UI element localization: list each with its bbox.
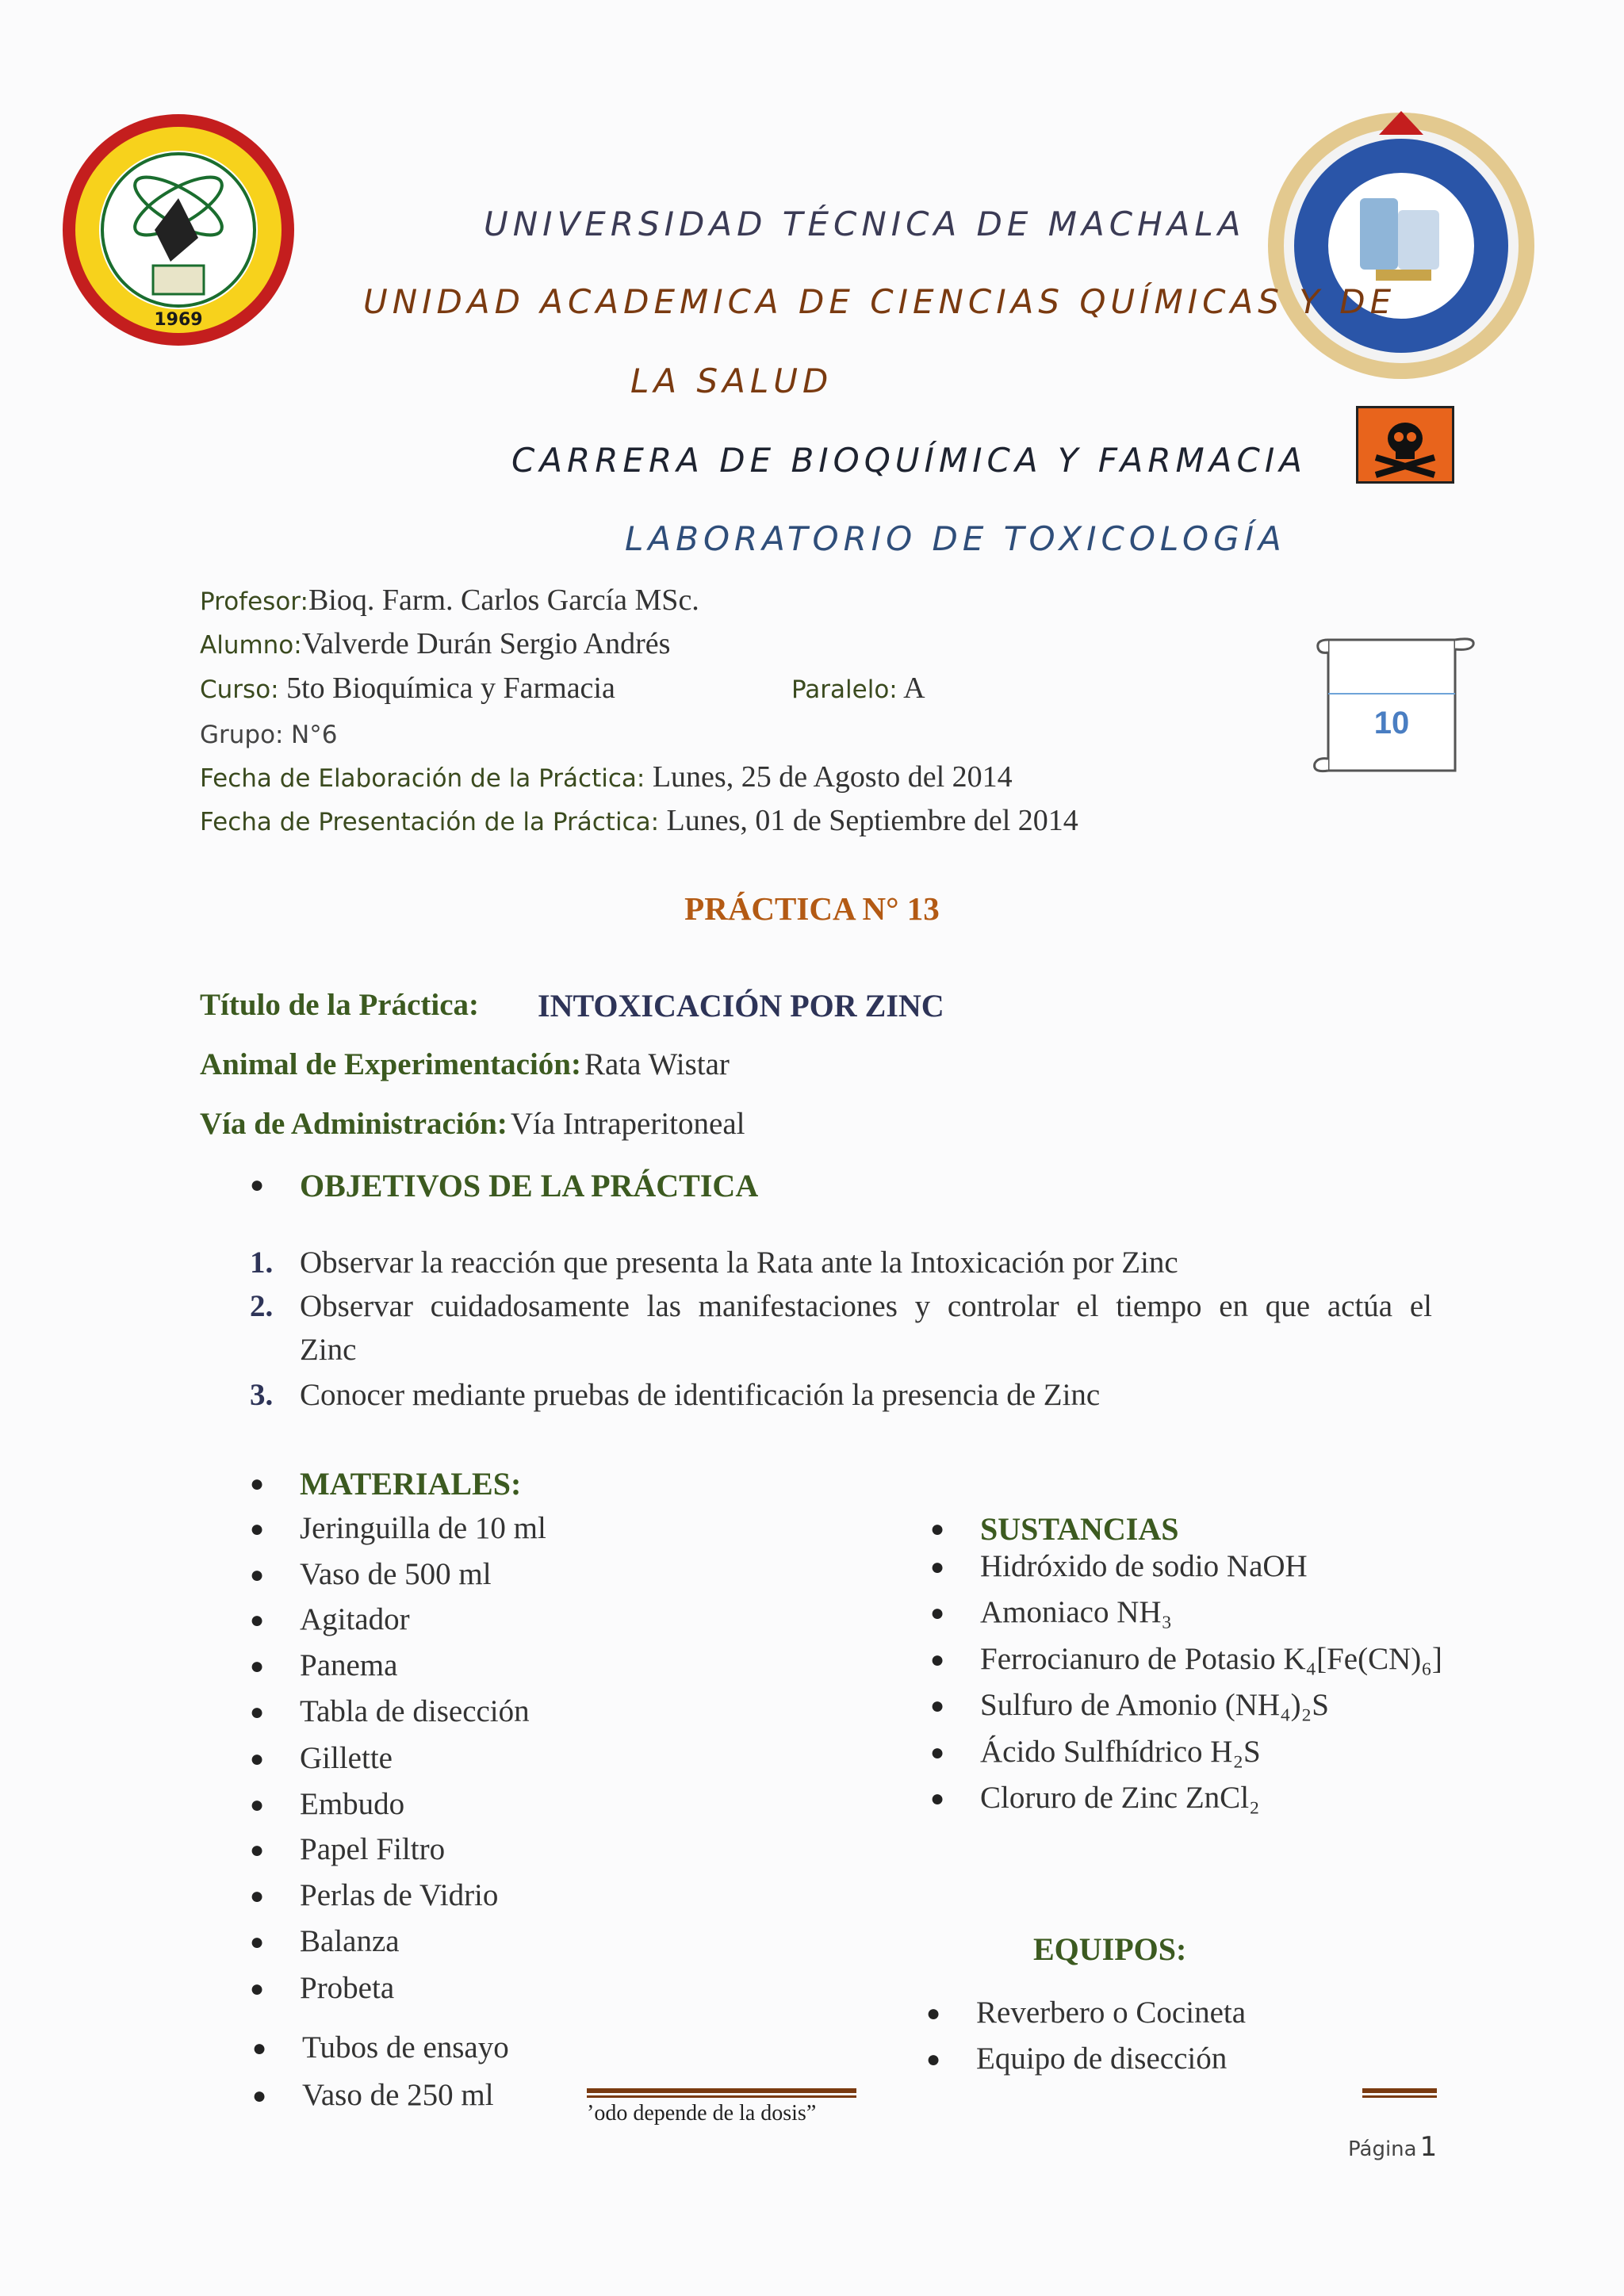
bullet-icon: ● [930,1785,945,1812]
bullet-icon: ● [250,1562,265,1588]
paralelo-value: A [903,672,925,705]
bullet-icon: ● [930,1739,945,1766]
sustancia-name: Ácido Sulfhídrico [980,1735,1203,1769]
grade-value: 10 [1373,706,1410,740]
fecha-presentacion-value: Lunes, 01 de Septiembre del 2014 [666,804,1078,837]
bullet-icon: ● [930,1600,945,1626]
equipo-item: Reverbero o Cocineta [976,1996,1247,2030]
equipo-item: Equipo de disección [976,2042,1228,2076]
svg-text:1969: 1969 [154,310,203,330]
academic-unit-line1: UNIDAD ACADEMICA DE CIENCIAS QUÍMICAS Y DE [363,282,1396,321]
bullet-icon: ● [930,1516,945,1542]
material-item: Vaso de 250 ml [302,2078,494,2112]
bullet-icon: ● [250,1976,265,2002]
page-label: Página [1348,2137,1417,2161]
academic-unit-line2: LA SALUD [630,362,833,400]
fecha-presentacion-label: Fecha de Presentación de la Práctica: [200,808,660,836]
sustancia-item [980,1641,1442,1677]
practice-heading: PRÁCTICA N° 13 [684,890,940,927]
sustancia-formula: K₄[Fe(CN)₆] [1283,1642,1442,1676]
material-item: Agitador [300,1602,410,1636]
sustancia-formula: ZnCl₂ [1185,1781,1260,1815]
sustancia-formula: NaOH [1226,1549,1308,1583]
curso-value: 5to Bioquímica y Farmacia [286,672,615,705]
profesor-label: Profesor: [200,587,308,616]
sustancia-item [980,1594,1172,1630]
via-label: Vía de Administración: [200,1107,508,1141]
objetivo-number: 1. [250,1246,274,1280]
sustancia-name: Sulfuro de Amonio [980,1688,1217,1722]
sustancia-name: Amoniaco [980,1595,1109,1629]
page-number-row [1348,2131,1437,2163]
bullet-icon: ● [250,1516,265,1542]
bullet-icon: ● [930,1647,945,1673]
bullet-icon: ● [252,2035,267,2061]
material-item: Vaso de 500 ml [300,1557,492,1591]
footer-quote: ’odo depende de la dosis” [587,2101,817,2126]
grupo-value: N°6 [291,721,338,749]
fecha-elaboracion-label: Fecha de Elaboración de la Práctica: [200,764,645,793]
career-name: CARRERA DE BIOQUÍMICA Y FARMACIA [511,441,1307,480]
bullet-icon: ● [250,1172,265,1198]
fecha-elaboracion-value: Lunes, 25 de Agosto del 2014 [652,760,1013,794]
sustancia-formula: (NH₄)₂S [1224,1688,1329,1722]
sustancias-heading: SUSTANCIAS [980,1511,1179,1547]
bullet-icon: ● [930,1554,945,1580]
bullet-icon: ● [250,1471,265,1497]
profesor-row [200,583,699,618]
objetivo-text: Observar la reacción que presenta la Rata ante la Intoxicación por Zinc [300,1246,1178,1280]
sustancia-item [980,1780,1260,1816]
material-item: Embudo [300,1787,405,1821]
profesor-value: Bioq. Farm. Carlos García MSc. [308,584,699,617]
material-item: Perlas de Vidrio [300,1878,499,1912]
via-row [200,1106,745,1142]
objetivo-number: 3. [250,1378,274,1412]
titulo-value: INTOXICACIÓN POR ZINC [538,988,944,1024]
material-item: Gillette [300,1741,393,1775]
faculty-logo [1265,107,1538,381]
page-number: 1 [1419,2131,1438,2163]
bullet-icon: ● [250,1929,265,1955]
fecha-elaboracion-row [200,760,1013,794]
material-item: Panema [300,1648,398,1682]
material-item: Balanza [300,1924,400,1958]
university-logo [59,111,297,349]
footer-rule-left [587,2088,856,2093]
bullet-icon: ● [926,2046,941,2072]
animal-label: Animal de Experimentación: [200,1047,581,1081]
material-item: Papel Filtro [300,1832,446,1866]
material-item: Probeta [300,1971,395,2005]
material-item: Jeringuilla de 10 ml [300,1511,546,1545]
via-value: Vía Intraperitoneal [510,1107,745,1141]
grupo-row [200,716,337,751]
alumno-label: Alumno: [200,631,302,660]
bullet-icon: ● [250,1883,265,1909]
university-name: UNIVERSIDAD TÉCNICA DE MACHALA [484,205,1246,243]
footer-rule-right-thin [1362,2095,1437,2098]
bullet-icon: ● [250,1653,265,1679]
paralelo-row [791,671,925,706]
paralelo-label: Paralelo: [791,675,898,704]
grade-scroll [1308,630,1483,781]
materiales-heading: MATERIALES: [300,1466,522,1502]
sustancia-item [980,1734,1261,1770]
alumno-value: Valverde Durán Sergio Andrés [301,627,671,660]
objetivo-number: 2. [250,1289,274,1323]
grupo-label: Grupo: [200,721,284,749]
curso-label: Curso: [200,675,279,704]
sustancia-item [980,1687,1329,1723]
skull-toxic-icon [1356,406,1454,484]
sustancia-item [980,1548,1308,1584]
bullet-icon: ● [926,2000,941,2026]
sustancia-name: Cloruro de Zinc [980,1781,1178,1815]
footer-rule-left-thin [587,2095,856,2098]
bullet-icon: ● [252,2083,267,2109]
sustancia-name: Ferrocianuro de Potasio [980,1642,1276,1676]
curso-row [200,671,615,706]
footer-rule-right [1362,2088,1437,2093]
sustancia-formula: NH₃ [1116,1595,1173,1629]
material-item: Tubos de ensayo [302,2030,509,2064]
animal-value: Rata Wistar [584,1047,730,1081]
sustancia-formula: H₂S [1210,1735,1261,1769]
objetivos-heading: OBJETIVOS DE LA PRÁCTICA [300,1168,759,1203]
bullet-icon: ● [250,1792,265,1818]
lab-name: LABORATORIO DE TOXICOLOGÍA [625,519,1286,558]
sustancia-name: Hidróxido de sodio [980,1549,1220,1583]
titulo-row [200,987,479,1023]
fecha-presentacion-row [200,803,1078,838]
objetivo-text-continued: Zinc [300,1333,357,1367]
bullet-icon: ● [250,1837,265,1863]
animal-row [200,1047,730,1082]
material-item: Tabla de disección [300,1694,530,1728]
objetivo-text: Observar cuidadosamente las manifestaciones y controlar el tiempo en que actúa el [300,1289,1432,1323]
bullet-icon: ● [250,1607,265,1633]
alumno-row [200,626,670,661]
bullet-icon: ● [930,1693,945,1719]
equipos-heading: EQUIPOS: [1033,1931,1187,1967]
objetivo-text: Conocer mediante pruebas de identificación la presencia de Zinc [300,1378,1101,1412]
bullet-icon: ● [250,1699,265,1725]
bullet-icon: ● [250,1746,265,1772]
titulo-label: Título de la Práctica: [200,988,480,1022]
